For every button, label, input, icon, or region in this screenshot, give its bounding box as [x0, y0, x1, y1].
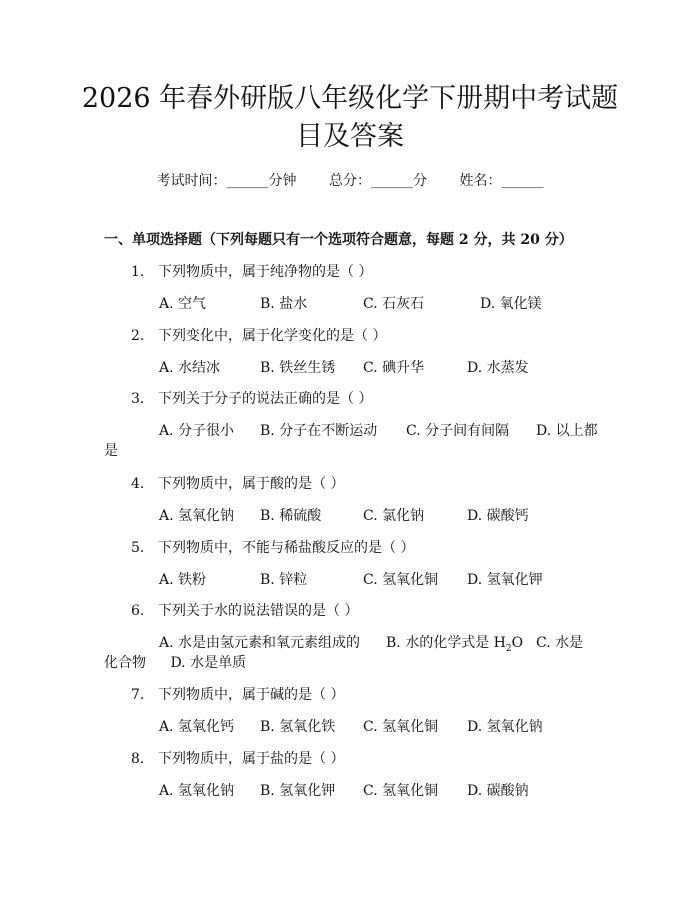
question-number: 6.	[131, 603, 145, 619]
option-a: A. 空气	[159, 296, 207, 312]
question-text: 下列物质中，不能与稀盐酸反应的是（ ）	[158, 540, 415, 556]
option-d: D. 氧化镁	[480, 296, 542, 312]
question-2	[104, 326, 614, 378]
option-a: A. 铁粉	[159, 572, 207, 588]
option-d: D. 水是单质	[170, 655, 247, 671]
option-d: D. 碳酸钠	[467, 783, 529, 799]
option-c: C. 石灰石	[363, 296, 425, 312]
option-d: D. 氢氧化钠	[467, 719, 543, 735]
question-text: 下列物质中，属于酸的是（ ）	[158, 476, 345, 492]
question-text: 下列关于水的说法错误的是（ ）	[158, 603, 359, 619]
option-d-wrap: 是	[104, 443, 118, 459]
option-b: B. 稀硫酸	[260, 508, 322, 524]
option-d: D. 氢氧化钾	[467, 572, 543, 588]
options-row	[104, 633, 614, 653]
option-a: A. 水是由氢元素和氧元素组成的	[159, 635, 361, 651]
exam-meta	[0, 170, 700, 190]
question-8	[104, 749, 614, 801]
option-b: B. 水的化学式是 $H_2O$	[386, 635, 524, 654]
options-row	[104, 781, 614, 801]
question-number: 1.	[131, 264, 145, 280]
question-text: 下列关于分子的说法正确的是（ ）	[158, 391, 373, 407]
subscript-2: 2	[505, 643, 512, 654]
option-c: C. 分子间有间隔	[406, 423, 510, 439]
question-text: 下列变化中，属于化学变化的是（ ）	[158, 328, 387, 344]
option-c-wrap: 化合物	[104, 655, 146, 671]
exam-title	[0, 80, 700, 156]
question-number: 7.	[131, 687, 145, 703]
option-c: C. 氯化钠	[363, 508, 425, 524]
option-c: C. 氢氧化铜	[363, 719, 439, 735]
option-b: B. 盐水	[260, 296, 308, 312]
title-line-2: 目及答案	[296, 121, 404, 152]
option-c: C. 氢氧化铜	[363, 783, 439, 799]
option-a: A. 分子很小	[159, 423, 235, 439]
option-d: D. 以上都	[536, 423, 598, 439]
option-d: D. 碳酸钙	[467, 508, 529, 524]
option-a: A. 水结冰	[159, 360, 221, 376]
question-number: 2.	[131, 328, 145, 344]
options-row	[104, 570, 614, 590]
exam-name: 姓名：______	[459, 173, 544, 189]
question-text: 下列物质中，属于纯净物的是（ ）	[158, 264, 373, 280]
question-number: 3.	[131, 391, 145, 407]
question-4	[104, 474, 614, 526]
option-a: A. 氢氧化钙	[159, 719, 235, 735]
question-3	[104, 389, 614, 461]
exam-time: 考试时间：______分钟	[156, 173, 297, 189]
options-row	[104, 506, 614, 526]
option-c: C. 氢氧化铜	[363, 572, 439, 588]
exam-score: 总分：______分	[329, 173, 427, 189]
question-text: 下列物质中，属于碱的是（ ）	[158, 687, 345, 703]
option-b: B. 氢氧化钾	[260, 783, 336, 799]
option-d: D. 水蒸发	[467, 360, 529, 376]
question-7	[104, 685, 614, 737]
question-number: 8.	[131, 751, 145, 767]
option-b: B. 氢氧化铁	[260, 719, 336, 735]
option-wrap-line	[104, 653, 614, 673]
option-b: B. 铁丝生锈	[260, 360, 336, 376]
options-row	[104, 294, 614, 314]
title-line-1: 2026 年春外研版八年级化学下册期中考试题	[81, 83, 619, 114]
options-row	[104, 421, 614, 441]
option-c: C. 水是	[536, 635, 584, 651]
question-1	[104, 262, 614, 314]
question-text: 下列物质中，属于盐的是（ ）	[158, 751, 345, 767]
option-a: A. 氢氧化钠	[159, 508, 235, 524]
options-row	[104, 717, 614, 737]
question-number: 4.	[131, 476, 145, 492]
option-c: C. 碘升华	[363, 360, 425, 376]
question-number: 5.	[131, 540, 145, 556]
section-heading: 一、单项选择题（下列每题只有一个选项符合题意，每题 2 分，共 20 分）	[104, 232, 573, 248]
options-row	[104, 358, 614, 378]
question-5	[104, 538, 614, 590]
option-b: B. 锌粒	[260, 572, 308, 588]
question-6	[104, 601, 614, 673]
option-a: A. 氢氧化钠	[159, 783, 235, 799]
option-b: B. 分子在不断运动	[260, 423, 378, 439]
